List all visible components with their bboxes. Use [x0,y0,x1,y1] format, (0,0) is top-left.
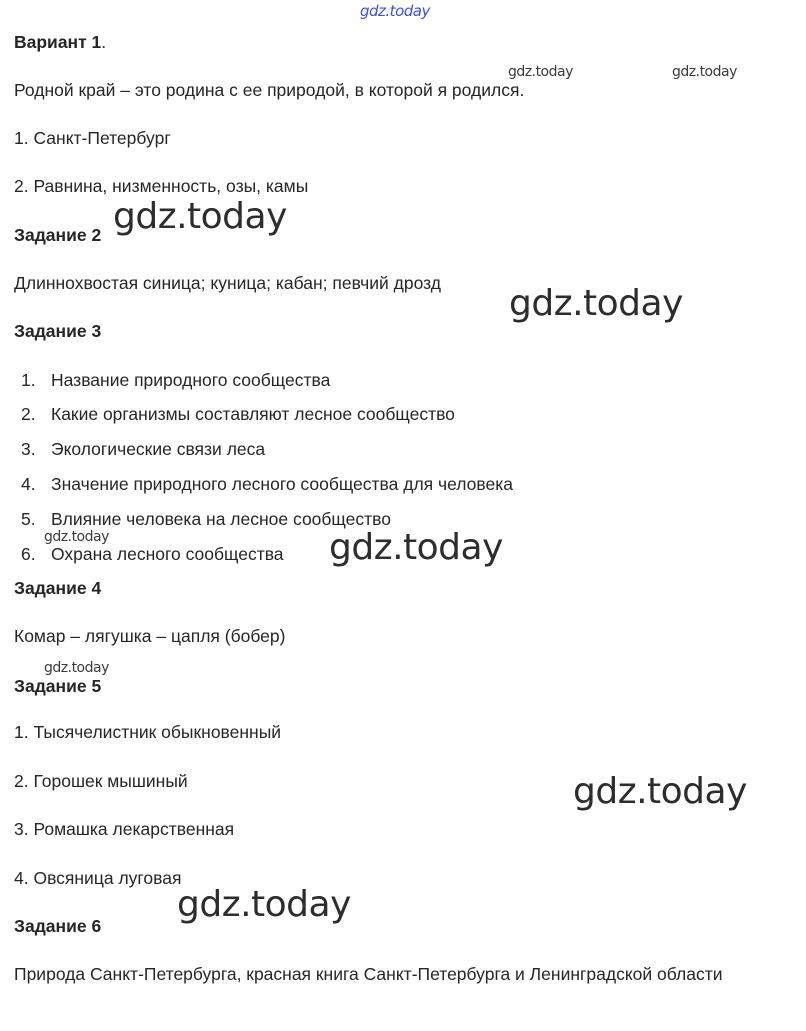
list-number: 6. [21,544,36,564]
task5-item-3: 3. Ромашка лекарственная [14,819,235,839]
task3-list-item [21,544,284,565]
list-number: 5. [21,509,36,529]
task3-list-item [21,509,391,530]
watermark-small: gdz.today [44,660,109,676]
variant-heading [14,32,106,53]
intro-text: Родной край – это родина с ее природой, в которой я родился. [14,80,525,100]
list-text: Название природного сообщества [51,370,331,390]
watermark-top: gdz.today [360,2,430,20]
list-text: Значение природного лесного сообщества для человека [51,474,514,494]
task1-item-1: 1. Санкт-Петербург [14,128,171,148]
task4-text: Комар – лягушка – цапля (бобер) [14,626,286,646]
task2-heading: Задание 2 [14,225,102,245]
list-number: 3. [21,439,36,459]
task6-text: Природа Санкт-Петербурга, красная книга Санкт-Петербурга и Ленинградской области [14,964,723,984]
task2-text: Длиннохвостая синица; куница; кабан; певчий дрозд [14,273,441,293]
variant-heading-text: Вариант 1 [14,32,102,52]
watermark-small: gdz.today [672,64,737,80]
list-number: 1. [21,370,36,390]
list-number: 2. [21,404,36,424]
watermark-large: gdz.today [113,196,287,237]
watermark-large: gdz.today [573,771,747,812]
list-text: Экологические связи леса [51,439,266,459]
list-number: 4. [21,474,36,494]
task1-item-2: 2. Равнина, низменность, озы, камы [14,176,309,196]
task5-item-1: 1. Тысячелистник обыкновенный [14,722,282,742]
watermark-large: gdz.today [509,283,683,324]
list-text: Охрана лесного сообщества [51,544,284,564]
task6-heading: Задание 6 [14,916,102,936]
task3-list-item [21,439,265,460]
task3-list-item [21,370,330,391]
list-text: Влияние человека на лесное сообщество [51,509,391,529]
list-text: Какие организмы составляют лесное сообщество [51,404,455,424]
task4-heading: Задание 4 [14,578,102,598]
variant-heading-dot: . [101,32,107,52]
task3-list-item [21,474,513,495]
task5-item-4: 4. Овсяница луговая [14,868,182,888]
watermark-large: gdz.today [329,527,503,568]
task3-heading: Задание 3 [14,321,102,341]
task5-item-2: 2. Горошек мышиный [14,771,188,791]
task5-heading: Задание 5 [14,676,102,696]
watermark-small: gdz.today [44,529,109,545]
watermark-small: gdz.today [508,64,573,80]
task3-list-item [21,404,455,425]
watermark-large: gdz.today [177,884,351,925]
